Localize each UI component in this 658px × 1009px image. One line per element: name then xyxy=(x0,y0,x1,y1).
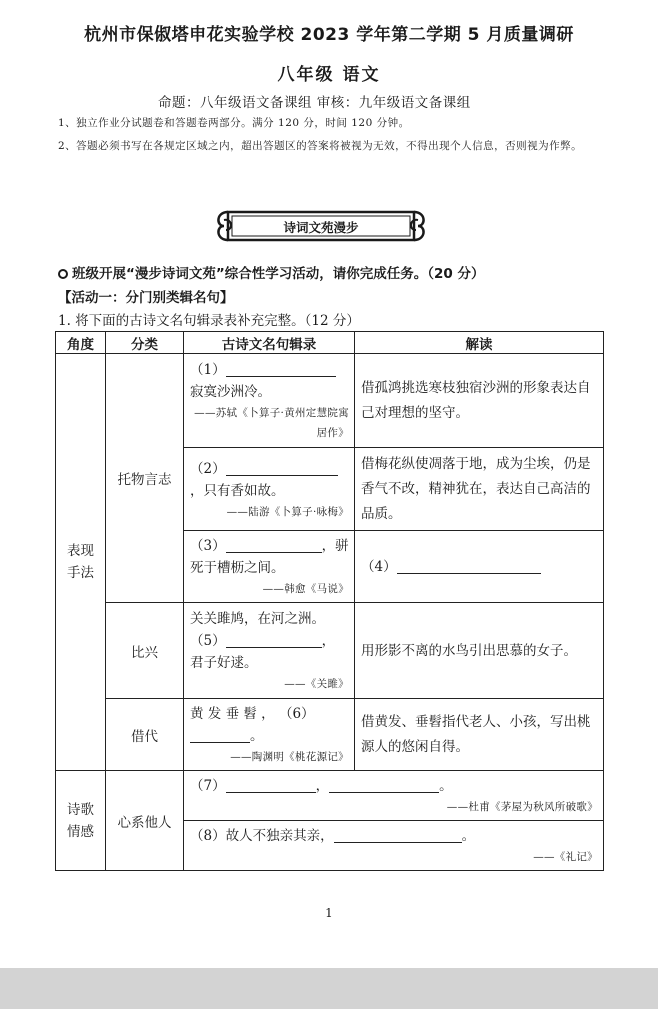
quote-8-source: ——《礼记》 xyxy=(533,851,598,863)
interp-cell-2: 借梅花纵使凋落于地，成为尘埃，仍是香气不改，精神犹在，表达自己高洁的品质。 xyxy=(355,448,604,531)
quote-cell-4 xyxy=(184,603,355,699)
quote-cell-1 xyxy=(184,354,355,448)
quote-cell-7 xyxy=(184,771,604,821)
blank-2-number: （2） xyxy=(190,460,226,477)
quote-4-line-3: 君子好逑。 xyxy=(190,655,258,671)
category-tuowu: 托物言志 xyxy=(117,472,172,488)
quote-7-end: 。 xyxy=(439,778,453,794)
ring-bullet-icon xyxy=(58,269,68,279)
quote-5-line-1: 黄 发 垂 髫 ， （6） xyxy=(190,706,315,722)
exam-note-1: 1、独立作业分试题卷和答题卷两部分。满分 120 分，时间 120 分钟。 xyxy=(58,117,410,129)
table-row xyxy=(56,603,604,699)
quote-2-source: ——陆游《卜算子·咏梅》 xyxy=(226,505,349,518)
exam-note-2: 2、答题必须书写在各规定区域之内，超出答题区的答案将被视为无效，不得出现个人信息，否则视为作弊。 xyxy=(58,140,583,152)
blank-4-number: （4） xyxy=(361,559,397,575)
quote-cell-5 xyxy=(184,699,355,771)
angle-emotion-cell xyxy=(56,771,106,871)
quote-cell-2 xyxy=(184,448,355,531)
answer-blank-6[interactable] xyxy=(190,727,250,743)
quote-8-text: （8）故人不独亲其亲， xyxy=(190,828,334,844)
exam-authors: 命题：八年级语文备课组 审核：九年级语文备课组 xyxy=(158,95,471,111)
quote-5-source: ——陶渊明《桃花源记》 xyxy=(230,751,349,763)
quote-table xyxy=(55,331,604,871)
category-xinxi-cell xyxy=(106,771,184,871)
quote-4-source: ——《关雎》 xyxy=(284,678,349,690)
interp-cell-3 xyxy=(355,531,604,603)
answer-blank-1[interactable] xyxy=(226,361,336,377)
table-row xyxy=(56,354,604,448)
quote-4-line-1: 关关雎鸠，在河之洲。 xyxy=(190,611,325,627)
page-number: 1 xyxy=(325,906,333,920)
quote-1-source: ——苏轼《卜算子·黄州定慧院寓居作》 xyxy=(194,407,349,439)
exam-subtitle: 八年级 语文 xyxy=(277,65,381,85)
header-category: 分类 xyxy=(106,332,184,354)
quote-5-suffix: 。 xyxy=(250,728,264,744)
quote-2-line: ，只有香如故。 xyxy=(190,482,285,499)
category-jiedai-cell xyxy=(106,699,184,771)
interp-cell-4: 用形影不离的水鸟引出思慕的女子。 xyxy=(355,603,604,699)
blank-1-number: （1） xyxy=(190,362,226,378)
angle-technique: 表现手法 xyxy=(67,543,94,581)
answer-blank-8[interactable] xyxy=(334,827,462,843)
blank-3-number: （3） xyxy=(190,538,226,554)
quote-3-suffix: ，骈 xyxy=(321,538,349,554)
activity-heading: 【活动一：分门别类辑名句】 xyxy=(58,290,234,306)
blank-5-number: （5） xyxy=(190,633,226,649)
answer-blank-2[interactable] xyxy=(226,460,338,476)
quote-cell-8 xyxy=(184,821,604,871)
category-jiedai: 借代 xyxy=(131,728,158,745)
header-interpretation: 解读 xyxy=(355,332,604,354)
header-quotes: 古诗文名句辑录 xyxy=(184,332,355,354)
quote-7-mid: ， xyxy=(315,778,330,794)
header-angle: 角度 xyxy=(56,332,106,354)
answer-blank-3[interactable] xyxy=(226,537,322,553)
quote-3-source: ——韩愈《马说》 xyxy=(262,583,349,595)
table-header-row xyxy=(56,332,604,354)
quote-3-line: 死于槽枥之间。 xyxy=(190,560,285,576)
quote-cell-3 xyxy=(184,531,355,603)
task-intro xyxy=(58,262,484,282)
interp-cell-5: 借黄发、垂髫指代老人、小孩，写出桃源人的悠闲自得。 xyxy=(355,699,604,771)
interp-cell-1: 借孤鸿挑选寒枝独宿沙洲的形象表达自己对理想的坚守。 xyxy=(355,354,604,448)
table-row xyxy=(56,771,604,821)
table-row xyxy=(56,699,604,771)
quote-8-end: 。 xyxy=(461,828,476,844)
exam-title: 杭州市保俶塔申花实验学校 2023 学年第二学期 5 月质量调研 xyxy=(84,25,574,45)
question-1: 1. 将下面的古诗文名句辑录表补充完整。（12 分） xyxy=(58,313,360,329)
answer-blank-5[interactable] xyxy=(226,632,322,648)
answer-blank-7a[interactable] xyxy=(226,777,316,793)
quote-7-source: ——杜甫《茅屋为秋风所破歌》 xyxy=(446,801,598,813)
angle-emotion: 诗歌情感 xyxy=(67,801,94,840)
banner-label: 诗词文苑漫步 xyxy=(283,220,359,235)
task-intro-text: 班级开展“漫步诗词文苑”综合性学习活动，请你完成任务。（20 分） xyxy=(72,266,485,282)
category-xinxi: 心系他人 xyxy=(117,814,172,831)
answer-blank-7b[interactable] xyxy=(329,777,439,793)
category-bixing-cell xyxy=(106,603,184,699)
category-bixing: 比兴 xyxy=(131,644,158,661)
answer-blank-4[interactable] xyxy=(397,558,541,574)
category-tuowu-cell xyxy=(106,354,184,603)
viewer-bottom-band xyxy=(0,968,658,1009)
blank-7-number: （7） xyxy=(190,778,226,794)
angle-technique-cell xyxy=(56,354,106,771)
quote-1-line: 寂寞沙洲冷。 xyxy=(190,384,271,400)
section-banner xyxy=(214,208,428,244)
quote-4-suffix: ， xyxy=(321,633,336,649)
